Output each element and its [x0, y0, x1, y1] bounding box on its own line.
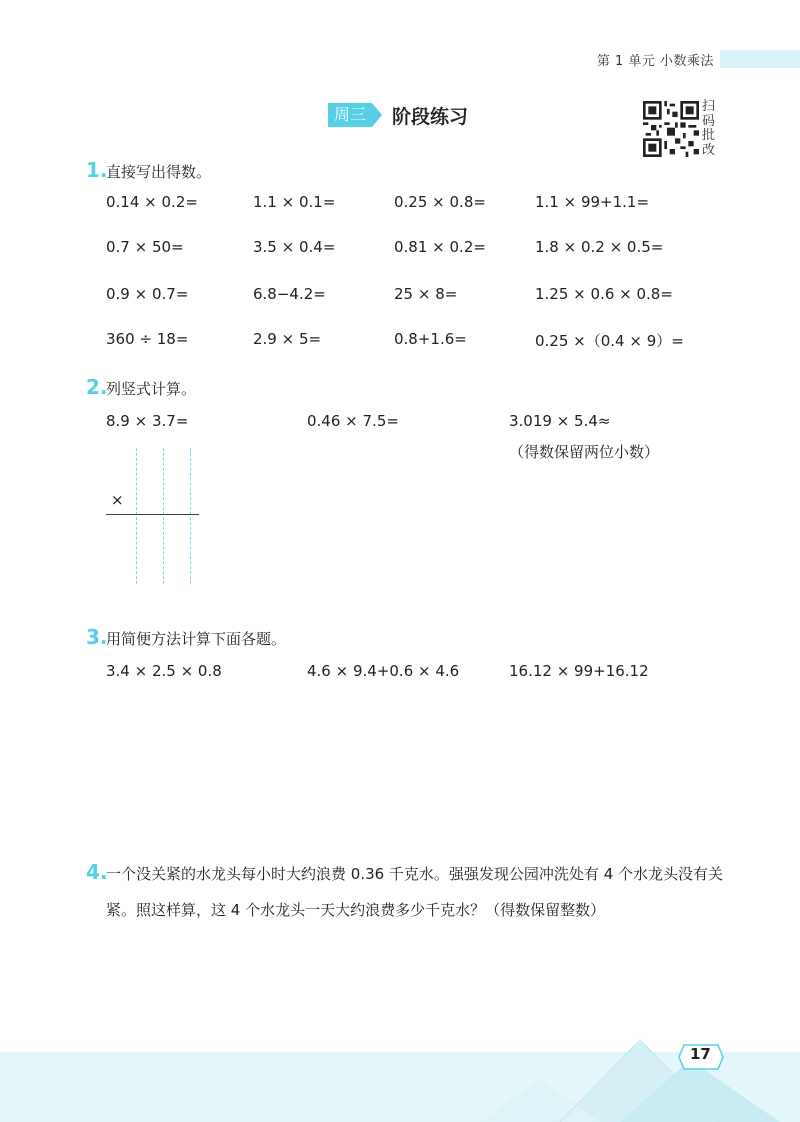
q3-item: 3.4 × 2.5 × 0.8 — [106, 662, 222, 680]
q1-item: 25 × 8= — [394, 285, 458, 303]
multiply-sign: × — [111, 491, 124, 509]
q1-item: 0.7 × 50= — [106, 238, 184, 256]
day-badge: 周三 — [328, 103, 372, 127]
q1-item: 0.9 × 0.7= — [106, 285, 189, 303]
question-3-number: 3 . — [86, 625, 108, 649]
q2-item: 0.46 × 7.5= — [307, 412, 399, 430]
q1-item: 0.8+1.6= — [394, 330, 467, 348]
unit-label: 第 1 单元 小数乘法 — [596, 54, 714, 69]
q1-item: 0.25 ×（0.4 × 9）= — [535, 332, 684, 350]
q1-item: 1.8 × 0.2 × 0.5= — [535, 238, 664, 256]
q2-note: （得数保留两位小数） — [509, 443, 660, 461]
question-1-number: 1 . — [86, 158, 108, 182]
question-4-text: 一个没关紧的水龙头每小时大约浪费 0.36 千克水。强强发现公园冲洗处有 4 个水龙头没有关紧。照这样算，这 4 个水龙头一天大约浪费多少千克水？（得数保留整数） — [106, 865, 724, 919]
guide-line — [163, 448, 164, 584]
question-3-text: 用简便方法计算下面各题。 — [106, 630, 287, 648]
q1-item: 2.9 × 5= — [253, 330, 322, 348]
q1-item: 6.8−4.2= — [253, 285, 326, 303]
guide-line — [136, 448, 137, 584]
q1-item: 0.25 × 0.8= — [394, 193, 486, 211]
qr-label: 扫 码 批 改 — [702, 99, 716, 158]
q1-item: 3.5 × 0.4= — [253, 238, 336, 256]
question-2-text: 列竖式计算。 — [106, 380, 197, 398]
q1-item: 0.81 × 0.2= — [394, 238, 486, 256]
q2-item: 3.019 × 5.4≈ — [509, 412, 611, 430]
q3-item: 16.12 × 99+16.12 — [509, 662, 649, 680]
q1-item: 1.1 × 99+1.1= — [535, 193, 650, 211]
header-band — [720, 50, 800, 68]
title-bar — [328, 101, 468, 129]
q1-item: 1.25 × 0.6 × 0.8= — [535, 285, 673, 303]
q2-item: 8.9 × 3.7= — [106, 412, 189, 430]
page-title: 阶段练习 — [392, 105, 469, 128]
q3-item: 4.6 × 9.4+0.6 × 4.6 — [307, 662, 460, 680]
q1-item: 1.1 × 0.1= — [253, 193, 336, 211]
q1-item: 360 ÷ 18= — [106, 330, 189, 348]
result-line — [106, 514, 199, 515]
qr-code-icon[interactable] — [643, 101, 699, 157]
q1-item: 0.14 × 0.2= — [106, 193, 198, 211]
question-4-number: 4 . — [86, 860, 108, 884]
page-number: 17 — [690, 1045, 711, 1063]
question-2-number: 2 . — [86, 375, 108, 399]
guide-line — [190, 448, 191, 584]
question-1-text: 直接写出得数。 — [106, 163, 212, 181]
